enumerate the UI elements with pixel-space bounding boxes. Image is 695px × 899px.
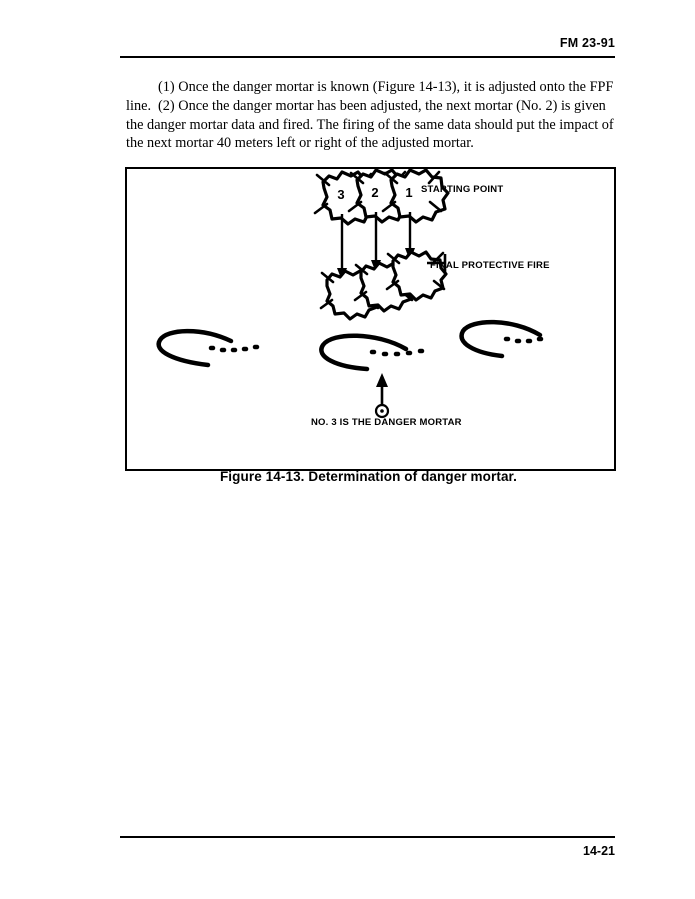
observer-direction-arrow: [376, 373, 388, 417]
manual-number: FM 23-91: [559, 36, 615, 50]
svg-text:1: 1: [405, 185, 413, 200]
paragraph-1: (1) Once the danger mortar is known (Figure 14-13), it is adjusted onto the FPF line.: [126, 79, 614, 114]
target-oval-left: [159, 331, 231, 365]
target-oval-center-dashes: [372, 351, 422, 354]
label-final-protective-fire: FINAL PROTECTIVE FIRE: [430, 260, 550, 271]
target-oval-center: [321, 336, 406, 369]
label-danger-mortar: NO. 3 IS THE DANGER MORTAR: [311, 417, 462, 428]
page-footer: [120, 836, 615, 862]
svg-text:2: 2: [371, 185, 379, 200]
page-number: 14-21: [583, 844, 615, 858]
footer-divider: [120, 836, 615, 838]
label-starting-point: STARTING POINT: [421, 184, 504, 195]
paragraph-2: (2) Once the danger mortar has been adjusted, the next mortar (No. 2) is given the danger mortar data and fired. The firing of the same data should put the impact of the next mortar 40 meters left or right of the adjusted mortar.: [126, 98, 614, 151]
target-oval-left-dashes: [211, 347, 257, 350]
header-divider: [120, 56, 615, 58]
target-oval-right-dashes: [506, 339, 541, 341]
figure-caption: Figure 14-13. Determination of danger mortar.: [219, 469, 518, 484]
figure-container: [125, 167, 616, 471]
svg-text:3: 3: [337, 187, 345, 202]
page-header: [120, 36, 615, 58]
